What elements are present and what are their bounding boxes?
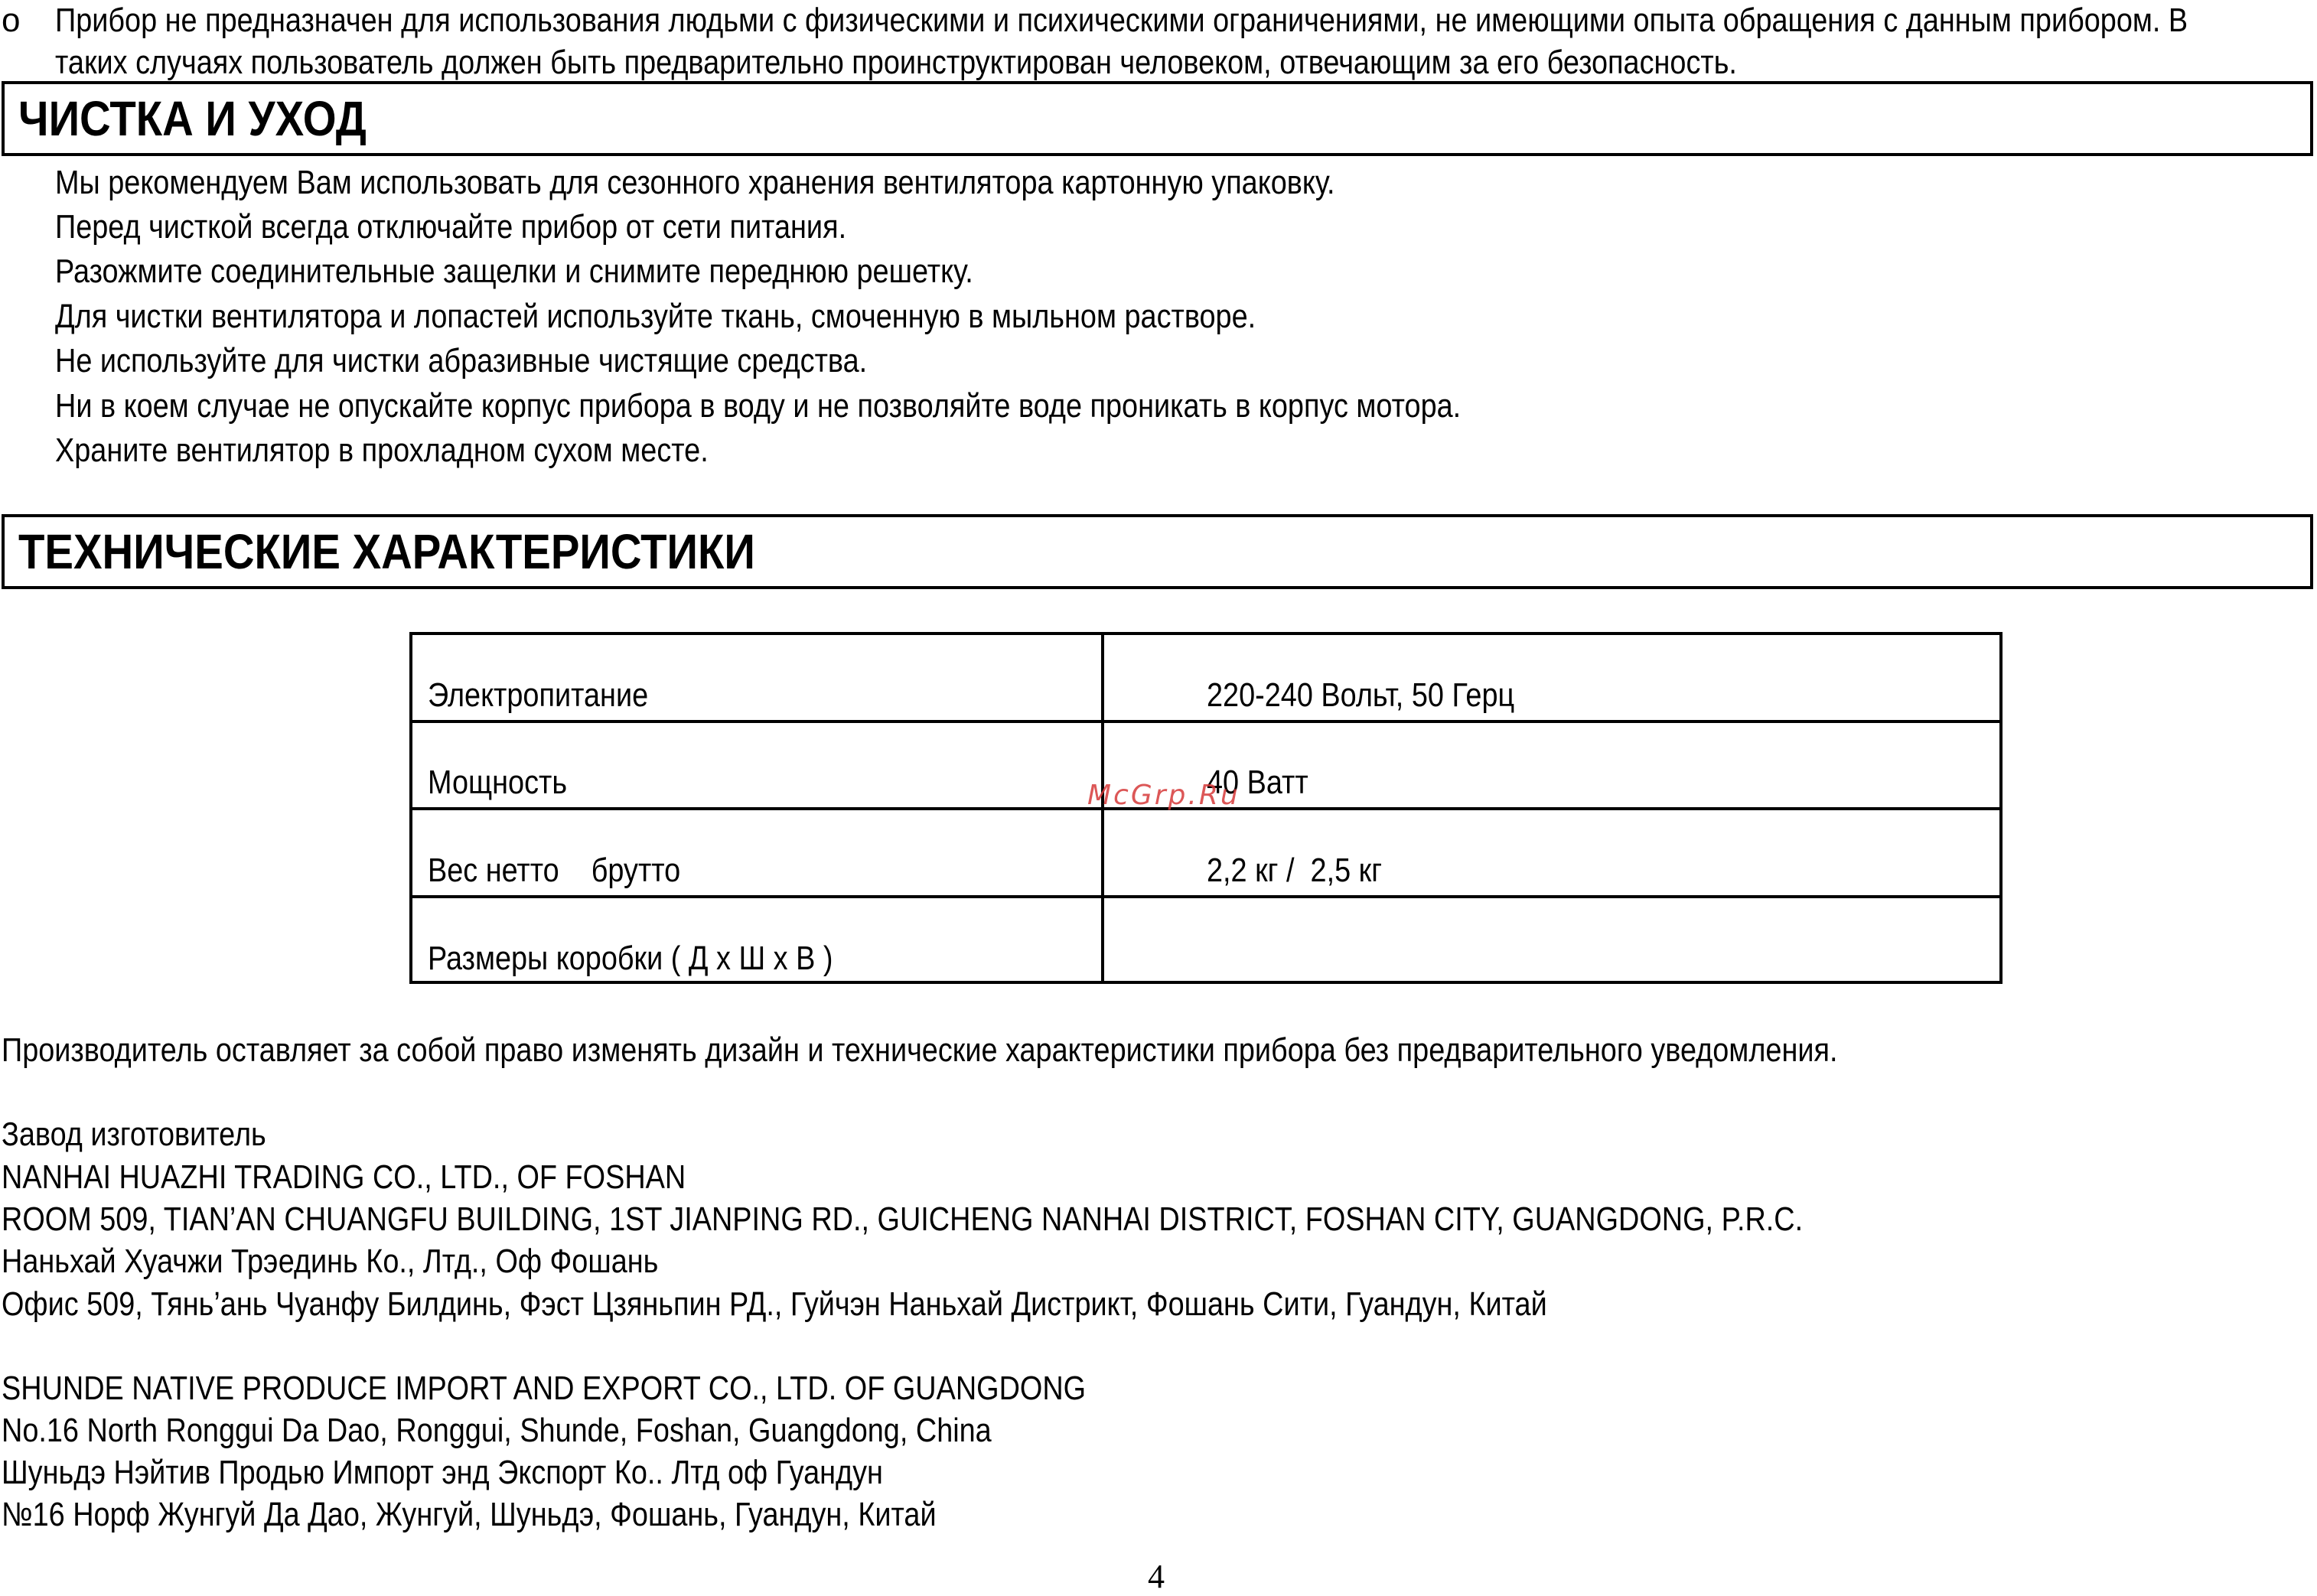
spec-value: 2,2 кг / 2,5 кг xyxy=(1207,852,1383,889)
care-section-title: ЧИСТКА И УХОД xyxy=(18,91,367,146)
spec-value: 40 Ватт xyxy=(1207,764,1308,801)
disclaimer: Производитель оставляет за собой право изменять дизайн и технические характеристики прибора без предварительного уведомления. xyxy=(2,1031,1838,1069)
page-number: 4 xyxy=(1148,1558,1165,1595)
spec-label: Размеры коробки ( Д х Ш х В ) xyxy=(428,940,833,977)
manufacturer-line: ROOM 509, TIAN’AN CHUANGFU BUILDING, 1ST JIANPING RD., GUICHENG NANHAI DISTRICT, FOSHAN CITY, GUANGDONG, P.R.C. xyxy=(2,1200,1804,1238)
manufacturer-heading: Завод изготовитель xyxy=(2,1116,266,1153)
exporter-line: No.16 North Ronggui Da Dao, Ronggui, Shunde, Foshan, Guangdong, China xyxy=(2,1412,992,1449)
bullet-marker: o xyxy=(2,2,21,39)
care-item: Храните вентилятор в прохладном сухом месте. xyxy=(55,432,709,469)
watermark: McGrp.Ru xyxy=(1087,780,1240,811)
care-section-header xyxy=(2,81,2313,156)
care-item: Мы рекомендуем Вам использовать для сезонного хранения вентилятора картонную упаковку. xyxy=(55,164,1335,201)
table-divider xyxy=(412,895,1999,898)
care-item: Не используйте для чистки абразивные чистящие средства. xyxy=(55,342,868,379)
exporter-line: №16 Норф Жунгуй Да Дао, Жунгуй, Шуньдэ, Фошань, Гуандун, Китай xyxy=(2,1496,937,1533)
care-item: Перед чисткой всегда отключайте прибор от сети питания. xyxy=(55,208,847,246)
spec-label: Электропитание xyxy=(428,676,649,714)
exporter-line: Шуньдэ Нэйтив Продью Импорт энд Экспорт Ко.. Лтд оф Гуандун xyxy=(2,1454,883,1491)
care-item: Для чистки вентилятора и лопастей используйте ткань, смоченную в мыльном растворе. xyxy=(55,298,1256,335)
spec-label: Вес нетто брутто xyxy=(428,852,681,889)
care-item: Ни в коем случае не опускайте корпус прибора в воду и не позволяйте воде проникать в корпус мотора. xyxy=(55,387,1462,425)
manufacturer-line: Наньхай Хуачжи Трэединь Ко., Лтд., Оф Фошань xyxy=(2,1243,659,1280)
spec-value: 220-240 Вольт, 50 Герц xyxy=(1207,676,1515,714)
spec-label: Мощность xyxy=(428,764,568,801)
intro-line-2: таких случаях пользователь должен быть предварительно проинструктирован человеком, отвечающим за его безопасность. xyxy=(55,44,1737,81)
specs-section-header xyxy=(2,514,2313,589)
intro-line-1: Прибор не предназначен для использования людьми с физическими и психическими ограничениями, не имеющими опыта обращения с данным прибором. В xyxy=(55,2,2188,39)
manufacturer-line: NANHAI HUAZHI TRADING CO., LTD., OF FOSHAN xyxy=(2,1158,686,1196)
care-item: Разожмите соединительные защелки и снимите переднюю решетку. xyxy=(55,252,973,290)
exporter-line: SHUNDE NATIVE PRODUCE IMPORT AND EXPORT CO., LTD. OF GUANGDONG xyxy=(2,1370,1087,1407)
specs-section-title: ТЕХНИЧЕСКИЕ ХАРАКТЕРИСТИКИ xyxy=(18,524,755,579)
manufacturer-line: Офис 509, Тянь’ань Чуанфу Билдинь, Фэст Цзяньпин РД., Гуйчэн Наньхай Дистрикт, Фошань Сити, Гуандун, Китай xyxy=(2,1285,1547,1323)
table-divider xyxy=(412,720,1999,723)
